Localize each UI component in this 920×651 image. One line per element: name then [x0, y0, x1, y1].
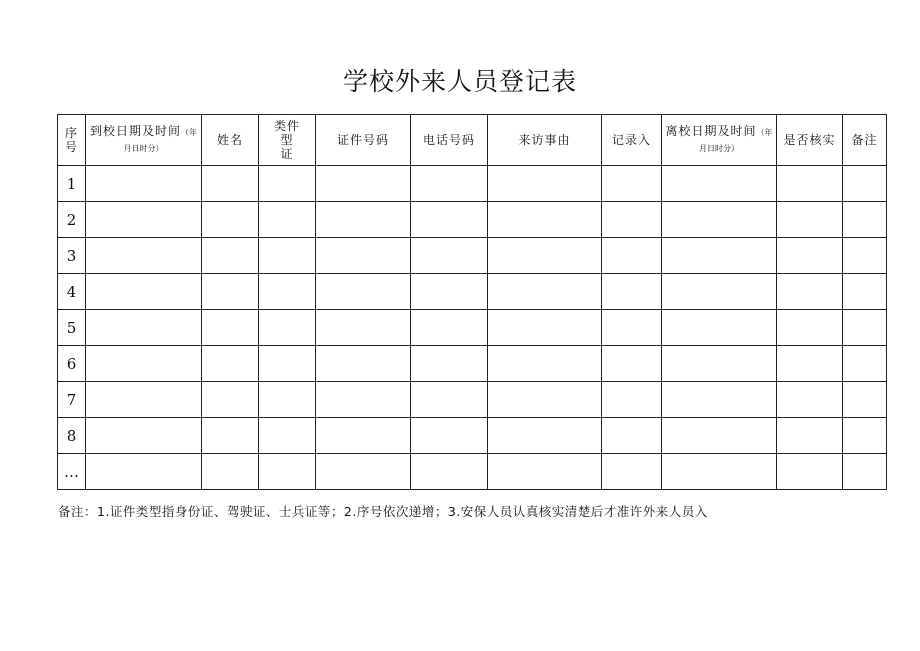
empty-cell[interactable]	[777, 238, 843, 274]
empty-cell[interactable]	[488, 418, 602, 454]
header-id-type: 类件 型 证	[259, 115, 316, 166]
empty-cell[interactable]	[843, 238, 887, 274]
empty-cell[interactable]	[662, 346, 777, 382]
row-number: 8	[58, 418, 86, 454]
empty-cell[interactable]	[662, 418, 777, 454]
empty-cell[interactable]	[202, 310, 259, 346]
table-row	[58, 310, 887, 346]
header-remarks: 备注	[843, 115, 887, 166]
empty-cell[interactable]	[259, 202, 316, 238]
header-departure-time: 离校日期及时间（年 月日时分）	[662, 115, 777, 166]
empty-cell[interactable]	[259, 166, 316, 202]
empty-cell[interactable]	[488, 238, 602, 274]
empty-cell[interactable]	[86, 274, 202, 310]
empty-cell[interactable]	[602, 418, 662, 454]
row-number: 4	[58, 274, 86, 310]
empty-cell[interactable]	[843, 454, 887, 490]
empty-cell[interactable]	[316, 202, 411, 238]
empty-cell[interactable]	[843, 166, 887, 202]
empty-cell[interactable]	[602, 454, 662, 490]
empty-cell[interactable]	[86, 382, 202, 418]
empty-cell[interactable]	[202, 202, 259, 238]
header-recorder: 记录入	[602, 115, 662, 166]
empty-cell[interactable]	[202, 382, 259, 418]
empty-cell[interactable]	[602, 166, 662, 202]
empty-cell[interactable]	[411, 382, 488, 418]
empty-cell[interactable]	[259, 418, 316, 454]
footnote: 备注：1.证件类型指身份证、驾驶证、士兵证等；2.序号依次递增；3.安保人员认真核实清楚后才准许外来人员入	[58, 504, 708, 519]
empty-cell[interactable]	[259, 382, 316, 418]
empty-cell[interactable]	[488, 310, 602, 346]
table-row	[58, 202, 887, 238]
row-number: 1	[58, 166, 86, 202]
table-row	[58, 454, 887, 490]
row-number: 6	[58, 346, 86, 382]
empty-cell[interactable]	[411, 238, 488, 274]
empty-cell[interactable]	[316, 418, 411, 454]
empty-cell[interactable]	[488, 202, 602, 238]
empty-cell[interactable]	[259, 274, 316, 310]
empty-cell[interactable]	[843, 202, 887, 238]
empty-cell[interactable]	[777, 274, 843, 310]
empty-cell[interactable]	[202, 274, 259, 310]
empty-cell[interactable]	[259, 454, 316, 490]
header-name: 姓名	[202, 115, 259, 166]
empty-cell[interactable]	[316, 310, 411, 346]
empty-cell[interactable]	[843, 310, 887, 346]
row-number: 5	[58, 310, 86, 346]
empty-cell[interactable]	[602, 274, 662, 310]
table-row	[58, 382, 887, 418]
empty-cell[interactable]	[411, 274, 488, 310]
empty-cell[interactable]	[488, 346, 602, 382]
empty-cell[interactable]	[488, 454, 602, 490]
empty-cell[interactable]	[488, 382, 602, 418]
empty-cell[interactable]	[602, 346, 662, 382]
empty-cell[interactable]	[777, 202, 843, 238]
row-number: 7	[58, 382, 86, 418]
visitor-registration-table	[57, 114, 887, 490]
empty-cell[interactable]	[411, 346, 488, 382]
table-row	[58, 346, 887, 382]
empty-cell[interactable]	[843, 274, 887, 310]
empty-cell[interactable]	[86, 166, 202, 202]
empty-cell[interactable]	[662, 166, 777, 202]
empty-cell[interactable]	[777, 310, 843, 346]
empty-cell[interactable]	[202, 346, 259, 382]
row-number: …	[58, 454, 86, 490]
empty-cell[interactable]	[411, 454, 488, 490]
empty-cell[interactable]	[662, 454, 777, 490]
empty-cell[interactable]	[777, 346, 843, 382]
empty-cell[interactable]	[86, 238, 202, 274]
empty-cell[interactable]	[86, 310, 202, 346]
empty-cell[interactable]	[602, 310, 662, 346]
empty-cell[interactable]	[86, 202, 202, 238]
empty-cell[interactable]	[259, 346, 316, 382]
header-verified: 是否核实	[777, 115, 843, 166]
table-row	[58, 418, 887, 454]
page-title: 学校外来人员登记表	[342, 67, 577, 96]
empty-cell[interactable]	[602, 202, 662, 238]
row-number: 2	[58, 202, 86, 238]
table-row	[58, 274, 887, 310]
header-phone: 电话号码	[411, 115, 488, 166]
empty-cell[interactable]	[86, 418, 202, 454]
empty-cell[interactable]	[662, 382, 777, 418]
table-header-row	[58, 115, 887, 166]
empty-cell[interactable]	[843, 346, 887, 382]
empty-cell[interactable]	[843, 382, 887, 418]
empty-cell[interactable]	[777, 382, 843, 418]
empty-cell[interactable]	[777, 454, 843, 490]
empty-cell[interactable]	[411, 166, 488, 202]
empty-cell[interactable]	[259, 238, 316, 274]
empty-cell[interactable]	[662, 238, 777, 274]
empty-cell[interactable]	[86, 346, 202, 382]
empty-cell[interactable]	[316, 454, 411, 490]
empty-cell[interactable]	[662, 202, 777, 238]
empty-cell[interactable]	[662, 274, 777, 310]
table-row	[58, 166, 887, 202]
empty-cell[interactable]	[202, 166, 259, 202]
empty-cell[interactable]	[316, 382, 411, 418]
table-row	[58, 238, 887, 274]
empty-cell[interactable]	[662, 310, 777, 346]
empty-cell[interactable]	[777, 166, 843, 202]
header-reason: 来访事由	[488, 115, 602, 166]
empty-cell[interactable]	[411, 418, 488, 454]
empty-cell[interactable]	[316, 274, 411, 310]
empty-cell[interactable]	[843, 418, 887, 454]
empty-cell[interactable]	[316, 346, 411, 382]
empty-cell[interactable]	[202, 454, 259, 490]
empty-cell[interactable]	[488, 274, 602, 310]
empty-cell[interactable]	[202, 238, 259, 274]
empty-cell[interactable]	[488, 166, 602, 202]
empty-cell[interactable]	[259, 310, 316, 346]
empty-cell[interactable]	[411, 310, 488, 346]
header-id-number: 证件号码	[316, 115, 411, 166]
empty-cell[interactable]	[86, 454, 202, 490]
empty-cell[interactable]	[602, 238, 662, 274]
empty-cell[interactable]	[316, 238, 411, 274]
header-seq: 序 号	[58, 115, 86, 166]
empty-cell[interactable]	[777, 418, 843, 454]
empty-cell[interactable]	[602, 382, 662, 418]
empty-cell[interactable]	[411, 202, 488, 238]
header-arrival-time: 到校日期及时间（年 月日时分）	[86, 115, 202, 166]
empty-cell[interactable]	[202, 418, 259, 454]
empty-cell[interactable]	[316, 166, 411, 202]
row-number: 3	[58, 238, 86, 274]
